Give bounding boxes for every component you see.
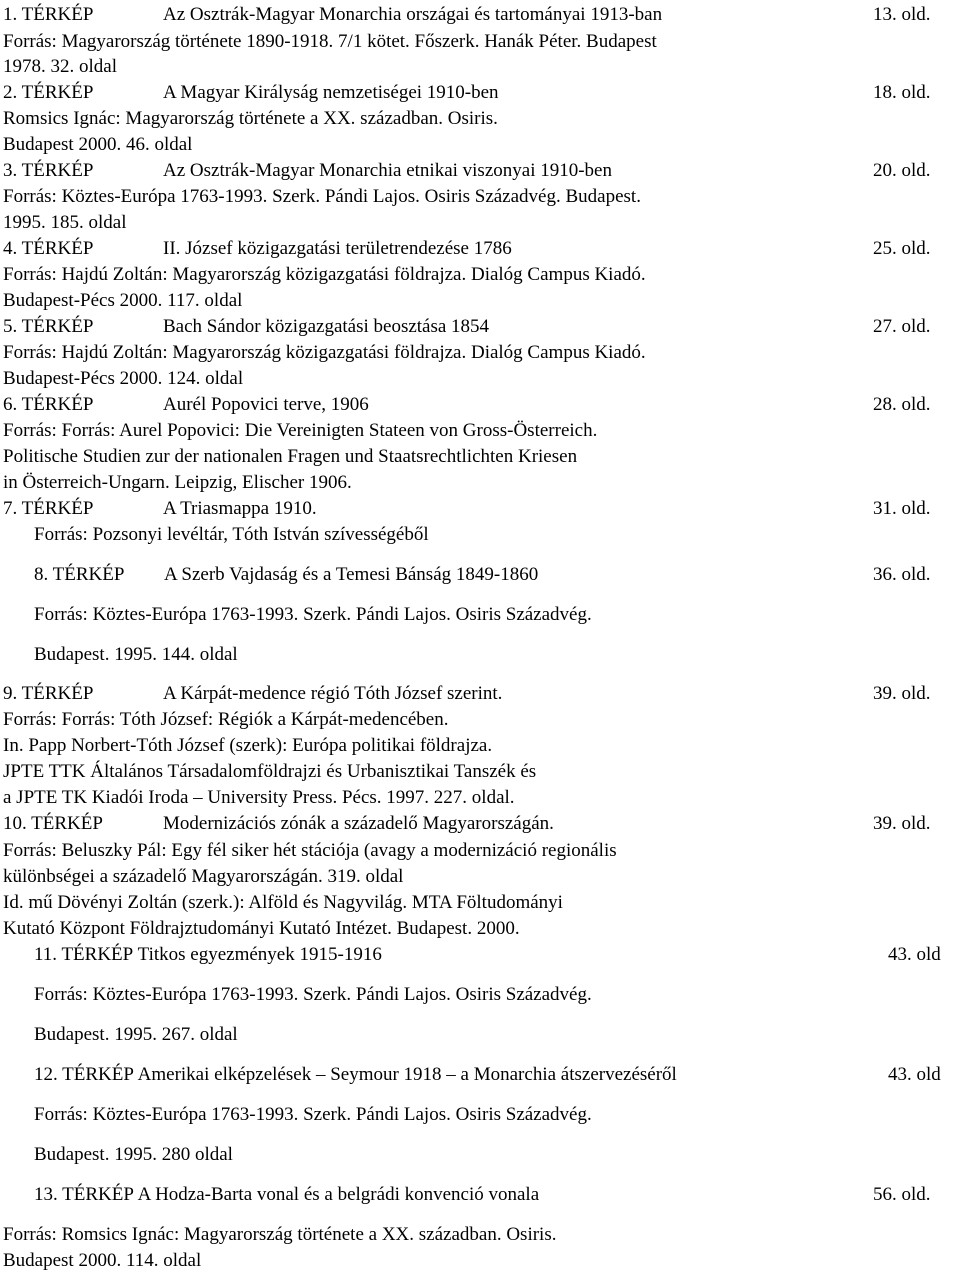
map-number: 6. TÉRKÉP (3, 394, 94, 415)
map-number: 7. TÉRKÉP (3, 498, 94, 519)
source-line: Forrás: Köztes-Európa 1763-1993. Szerk. Pándi Lajos. Osiris Századvég. Budapest. (3, 186, 641, 207)
map-number: 13. TÉRKÉP (34, 1184, 134, 1205)
source-line: 1995. 185. oldal (3, 212, 127, 233)
source-line: Forrás: Hajdú Zoltán: Magyarország közigazgatási földrajza. Dialóg Campus Kiadó. (3, 342, 646, 363)
page-reference: 28. old. (873, 394, 931, 415)
source-line: Budapest 2000. 114. oldal (3, 1250, 202, 1271)
page-reference: 25. old. (873, 238, 931, 259)
entry-heading (34, 1063, 677, 1087)
map-title: A Hodza-Barta vonal és a belgrádi konvenció vonala (137, 1184, 540, 1205)
map-number: 1. TÉRKÉP (3, 4, 94, 25)
map-title: Aurél Popovici terve, 1906 (163, 394, 369, 415)
page-reference: 43. old (888, 944, 941, 965)
source-line: Forrás: Beluszky Pál: Egy fél siker hét stációja (avagy a modernizáció regionális (3, 840, 617, 861)
source-line: Budapest. 1995. 267. oldal (34, 1024, 238, 1045)
map-title: Bach Sándor közigazgatási beosztása 1854 (163, 316, 490, 337)
source-line: Budapest 2000. 46. oldal (3, 134, 193, 155)
map-title: A Szerb Vajdaság és a Temesi Bánság 1849-1860 (164, 564, 539, 585)
source-line: Budapest-Pécs 2000. 117. oldal (3, 290, 243, 311)
page-reference: 20. old. (873, 160, 931, 181)
source-line: Kutató Központ Földrajztudományi Kutató Intézet. Budapest. 2000. (3, 918, 520, 939)
map-title: A Triasmappa 1910. (163, 498, 317, 519)
source-line: In. Papp Norbert-Tóth József (szerk): Európa politikai földrajza. (3, 735, 493, 756)
page-reference: 36. old. (873, 564, 931, 585)
map-title: Az Osztrák-Magyar Monarchia országai és tartományai 1913-ban (163, 4, 663, 25)
entry-heading (3, 3, 663, 27)
page-reference: 39. old. (873, 813, 931, 834)
source-line: Forrás: Köztes-Európa 1763-1993. Szerk. Pándi Lajos. Osiris Századvég. (34, 604, 592, 625)
source-line: 1978. 32. oldal (3, 56, 117, 77)
map-number: 9. TÉRKÉP (3, 683, 94, 704)
page-reference: 31. old. (873, 498, 931, 519)
map-number: 8. TÉRKÉP (34, 564, 125, 585)
source-line: Id. mű Dövényi Zoltán (szerk.): Alföld és Nagyvilág. MTA Föltudományi (3, 892, 563, 913)
entry-heading (3, 81, 499, 105)
map-title: Modernizációs zónák a századelő Magyarországán. (163, 813, 554, 834)
map-title: A Kárpát-medence régió Tóth József szerint. (163, 683, 503, 704)
source-line: Forrás: Köztes-Európa 1763-1993. Szerk. Pándi Lajos. Osiris Századvég. (34, 1104, 592, 1125)
map-number: 2. TÉRKÉP (3, 82, 94, 103)
source-line: különbségei a századelő Magyarországán. 319. oldal (3, 866, 404, 887)
page-reference: 13. old. (873, 4, 931, 25)
map-number: 3. TÉRKÉP (3, 160, 94, 181)
map-number: 5. TÉRKÉP (3, 316, 94, 337)
source-line: Budapest. 1995. 280 oldal (34, 1144, 233, 1165)
entry-heading (3, 812, 554, 836)
source-line: Forrás: Köztes-Európa 1763-1993. Szerk. Pándi Lajos. Osiris Századvég. (34, 984, 592, 1005)
entry-heading (34, 943, 382, 967)
entry-heading (3, 159, 612, 183)
entry-heading (3, 393, 369, 417)
map-number: 11. TÉRKÉP (34, 944, 134, 965)
source-line: Forrás: Forrás: Aurel Popovici: Die Vereinigten Stateen von Gross-Österreich. (3, 420, 598, 441)
source-line: Forrás: Hajdú Zoltán: Magyarország közigazgatási földrajza. Dialóg Campus Kiadó. (3, 264, 646, 285)
source-line: Forrás: Romsics Ignác: Magyarország története a XX. században. Osiris. (3, 1224, 557, 1245)
source-line: Politische Studien zur der nationalen Fragen und Staatsrechtlichten Kriesen (3, 446, 578, 467)
page-reference: 39. old. (873, 683, 931, 704)
source-line: Forrás: Magyarország története 1890-1918. 7/1 kötet. Főszerk. Hanák Péter. Budapest (3, 31, 657, 52)
map-title: Amerikai elképzelések – Seymour 1918 – a Monarchia átszervezéséről (137, 1064, 677, 1085)
source-line: in Österreich-Ungarn. Leipzig, Elischer 1906. (3, 472, 352, 493)
map-number: 4. TÉRKÉP (3, 238, 94, 259)
entry-heading (3, 497, 317, 521)
page-reference: 56. old. (873, 1184, 931, 1205)
map-title: Az Osztrák-Magyar Monarchia etnikai viszonyai 1910-ben (163, 160, 612, 181)
source-line: Budapest-Pécs 2000. 124. oldal (3, 368, 244, 389)
map-number: 10. TÉRKÉP (3, 813, 103, 834)
source-line: a JPTE TK Kiadói Iroda – University Press. Pécs. 1997. 227. oldal. (3, 787, 515, 808)
source-line: Forrás: Forrás: Tóth József: Régiók a Kárpát-medencében. (3, 709, 449, 730)
entry-heading (34, 1183, 539, 1207)
source-line: JPTE TTK Általános Társadalomföldrajzi és Urbanisztikai Tanszék és (3, 761, 537, 782)
entry-heading (3, 315, 490, 339)
source-line: Romsics Ignác: Magyarország története a XX. században. Osiris. (3, 108, 498, 129)
source-line: Budapest. 1995. 144. oldal (34, 644, 238, 665)
map-title: Titkos egyezmények 1915-1916 (137, 944, 382, 965)
page-reference: 27. old. (873, 316, 931, 337)
map-number: 12. TÉRKÉP (34, 1064, 134, 1085)
entry-heading (3, 682, 503, 706)
source-line: Forrás: Pozsonyi levéltár, Tóth István szívességéből (34, 524, 429, 545)
page-reference: 43. old (888, 1064, 941, 1085)
map-title: A Magyar Királyság nemzetiségei 1910-ben (163, 82, 499, 103)
entry-heading (34, 563, 539, 587)
map-title: II. József közigazgatási területrendezése 1786 (163, 238, 512, 259)
page-reference: 18. old. (873, 82, 931, 103)
entry-heading (3, 237, 512, 261)
